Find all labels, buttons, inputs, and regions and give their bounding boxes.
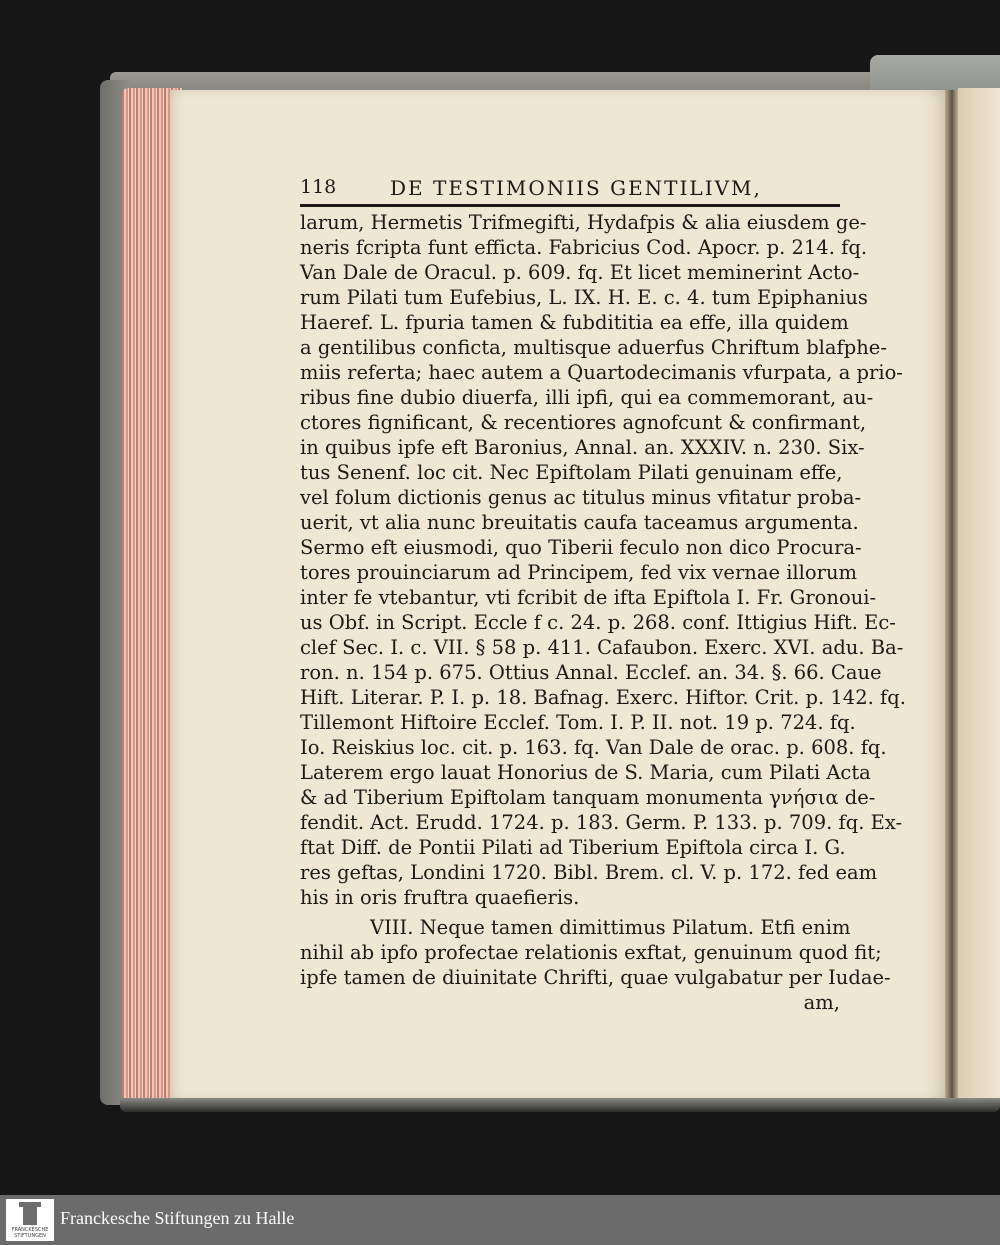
book-bottom-edge	[120, 1098, 1000, 1112]
text-line: Tillemont Hiftoire Ecclef. Tom. I. P. II. not. 19 p. 724. fq.	[300, 711, 856, 734]
text-line: ipfe tamen de diuinitate Chrifti, quae vulgabatur per Iudae-	[300, 966, 891, 989]
text-line: ctores fignificant, & recentiores agnofcunt & confirmant,	[300, 411, 867, 434]
text-line: miis referta; haec autem a Quartodecimanis vfurpata, a prio-	[300, 361, 903, 384]
text-line: fendit. Act. Erudd. 1724. p. 183. Germ. P. 133. p. 709. fq. Ex-	[300, 811, 903, 834]
text-line: rum Pilati tum Eufebius, L. IX. H. E. c. 4. tum Epiphanius	[300, 286, 868, 309]
text-line: in quibus ipfe eft Baronius, Annal. an. XXXIV. n. 230. Six-	[300, 436, 865, 459]
text-line: clef Sec. I. c. VII. § 58 p. 411. Cafaubon. Exerc. XVI. adu. Ba-	[300, 636, 904, 659]
text-line: ron. n. 154 p. 675. Ottius Annal. Ecclef. an. 34. §. 66. Caue	[300, 661, 882, 684]
text-line: uerit, vt alia nunc breuitatis caufa taceamus argumenta.	[300, 511, 859, 534]
header-rule	[300, 204, 840, 207]
text-line: Io. Reiskius loc. cit. p. 163. fq. Van Dale de orac. p. 608. fq.	[300, 736, 887, 759]
text-line: vel folum dictionis genus ac titulus minus vfitatur proba-	[300, 486, 862, 509]
running-title: DE TESTIMONIIS GENTILIVM,	[390, 176, 762, 200]
section-start-line: VIII. Neque tamen dimittimus Pilatum. Etfi enim	[370, 916, 851, 939]
text-line: res geftas, Londini 1720. Bibl. Brem. cl. V. p. 172. fed eam	[300, 861, 878, 884]
text-line: ftat Diff. de Pontii Pilati ad Tiberium Epiftola circa I. G.	[300, 836, 846, 859]
text-line: neris fcripta funt efficta. Fabricius Cod. Apocr. p. 214. fq.	[300, 236, 868, 259]
catchword: am,	[803, 991, 840, 1014]
text-line: tus Senenf. loc cit. Nec Epiftolam Pilati genuinam effe,	[300, 461, 843, 484]
text-line: Van Dale de Oracul. p. 609. fq. Et licet meminerint Acto-	[300, 261, 860, 284]
text-line: Sermo eft eiusmodi, quo Tiberii feculo non dico Procura-	[300, 536, 862, 559]
text-line: larum, Hermetis Trifmegifti, Hydafpis & alia eiusdem ge-	[300, 211, 867, 234]
text-line: Haeref. L. fpuria tamen & fubdititia ea effe, illa quidem	[300, 311, 849, 334]
text-line: his in oris fruftra quaefieris.	[300, 886, 580, 909]
logo-text: FRANCKESCHE STIFTUNGEN	[11, 1227, 49, 1239]
text-line: & ad Tiberium Epiftolam tanquam monumenta γνήσια de-	[300, 786, 876, 809]
building-icon	[23, 1205, 37, 1225]
text-line: us Obf. in Script. Eccle f c. 24. p. 268. conf. Ittigius Hift. Ec-	[300, 611, 896, 634]
text-line: Laterem ergo lauat Honorius de S. Maria, cum Pilati Acta	[300, 761, 871, 784]
text-line: tores prouinciarum ad Principem, fed vix vernae illorum	[300, 561, 858, 584]
text-line: a gentilibus conficta, multisque aduerfus Chriftum blafphe-	[300, 336, 887, 359]
text-line: nihil ab ipfo profectae relationis exftat, genuinum quod fit;	[300, 941, 882, 964]
book-gutter	[945, 90, 959, 1100]
institution-logo[interactable]	[6, 1199, 54, 1241]
footer-label: Franckesche Stiftungen zu Halle	[60, 1208, 295, 1228]
text-line: Hift. Literar. P. I. p. 18. Bafnag. Exerc. Hiftor. Crit. p. 142. fq.	[300, 686, 906, 709]
facing-page	[958, 88, 1000, 1100]
page-number: 118	[300, 176, 337, 198]
text-line: ribus fine dubio diuerfa, illi ipfi, qui ea commemorant, au-	[300, 386, 874, 409]
footer-bar	[0, 1195, 1000, 1245]
text-line: inter fe vtebantur, vti fcribit de ifta Epiftola I. Fr. Gronoui-	[300, 586, 877, 609]
